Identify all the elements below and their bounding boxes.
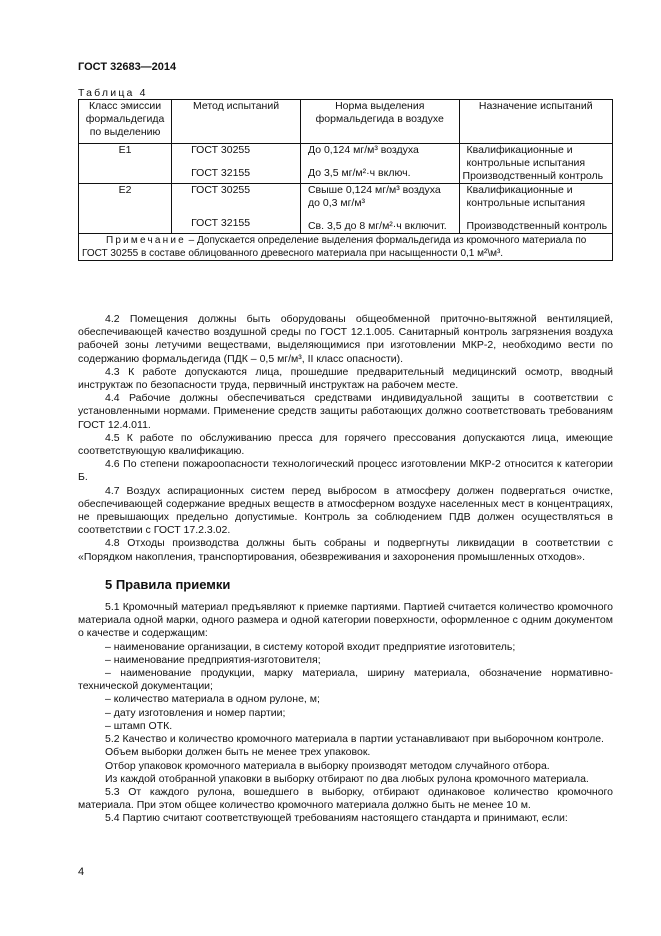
table-header-row [79,100,613,144]
page-number: 4 [78,866,85,878]
paragraph-5-2: 5.2 Качество и количество кромочного материала в партии устанавливают при выборочном контроле. [105,733,604,746]
cell-class: Е1 [79,144,172,184]
paragraph-5-2b: Отбор упаковок кромочного материала в выборку производят методом случайного отбора. [105,759,550,772]
norm-line: Св. 3,5 до 8 мг/м²·ч включит. [307,220,447,232]
paragraph-5-2a: Объем выборки должен быть не менее трех упаковок. [105,746,371,759]
cell-purpose [459,184,612,234]
table-note [79,234,613,261]
col-header-class: Класс эмиссии формальдегида по выделению [79,100,172,144]
paragraph-5-1: 5.1 Кромочный материал предъявляют к приемке партиями. Партией считается количество кромочного материала одной марки, одного размера и одной категории поверхности, оформленное с одним документом о качестве и содержащим: [78,601,613,640]
col-header-purpose: Назначение испытаний [459,100,612,144]
list-item: – штамп ОТК. [105,719,173,732]
cell-norm [300,144,459,184]
purpose-line: Квалификационные и контрольные испытания [466,184,586,209]
purpose-line: Квалификационные и контрольные испытания [466,144,586,169]
paragraph-4-3: 4.3 К работе допускаются лица, прошедшие предварительный медицинский осмотр, вводный инструктаж по безопасности труда, первичный инструктаж на рабочем месте. [78,365,613,392]
table-row [79,184,613,234]
paragraph-4-2: 4.2 Помещения должны быть оборудованы общеобменной приточно-вытяжной вентиляцией, обеспечивающей качество воздушной среды по ГОСТ 12.1.005. Санитарный контроль загрязнения воздуха рабочей зоны летучими веществами, выделяющимися при изготовлении МКР-2, необходимо вести по содержанию формальдегида (ПДК – 0,5 мг/м³, II класс опасности). [78,313,613,365]
note-text: – Допускается определение выделения формальдегида из кромочного материала по ГОСТ 30255 в составе облицованного древесного материала при насыщенности 0,1 м²\м³. [82,235,587,259]
method-line: ГОСТ 30255 [191,144,251,156]
norm-line: До 0,124 мг/м³ воздуха [307,144,419,156]
cell-purpose [459,144,612,184]
col-header-method: Метод испытаний [172,100,301,144]
table-note-row [79,234,613,261]
purpose-line: Производственный контроль [462,170,604,182]
norm-line: До 3,5 мг/м²·ч включ. [307,167,411,179]
paragraph-4-7: 4.7 Воздух аспирационных систем перед выбросом в атмосферу должен подвергаться очистке, обеспечивающей содержание вредных веществ в атмосферном воздухе населенных мест в концентрациях, не превышающих предельно допустимые. Контроль за соблюдением ПДВ должен осуществляться в соответствии с ГОСТ 17.2.3.02. [78,484,613,537]
norm-line: Свыше 0,124 мг/м³ воздуха до 0,3 мг/м³ [307,184,441,209]
col-header-norm: Норма выделения формальдегида в воздухе [300,100,459,144]
list-item: – количество материала в одном рулоне, м; [105,693,320,706]
paragraph-4-6: 4.6 По степени пожароопасности технологический процесс изготовлении МКР-2 относится к категории Б. [78,458,613,484]
list-item: – дату изготовления и номер партии; [105,706,286,719]
paragraph-4-5: 4.5 К работе по обслуживанию пресса для горячего прессования допускаются лица, имеющие соответствующую квалификацию. [78,431,613,458]
document-header: ГОСТ 32683—2014 [78,61,177,73]
method-line: ГОСТ 30255 [191,184,251,196]
cell-norm [300,184,459,234]
body-text [78,313,613,826]
emission-table [78,99,613,261]
method-line: ГОСТ 32155 [191,167,251,179]
paragraph-5-4: 5.4 Партию считают соответствующей требованиям настоящего стандарта и принимают, если: [105,812,568,825]
paragraph-5-2c: Из каждой отобранной упаковки в выборку отбирают по два любых рулона кромочного материала. [105,772,589,785]
paragraph-4-8: 4.8 Отходы производства должны быть собраны и подвергнуты ликвидации в соответствии с «Порядком накопления, транспортирования, обезвреживания и захоронения промышленных отходов». [78,537,613,563]
list-item: – наименование организации, в систему которой входит предприятие изготовитель; [105,640,516,653]
purpose-line: Производственный контроль [466,220,608,232]
cell-class: Е2 [79,184,172,234]
cell-method [172,184,301,234]
cell-method [172,144,301,184]
paragraph-5-3: 5.3 От каждого рулона, вошедшего в выборку, отбирают одинаковое количество кромочного материала. При этом общее количество кромочного материала должно быть не менее 10 м. [78,785,613,812]
note-label: Примечание [106,235,186,246]
table-row [79,144,613,184]
method-line: ГОСТ 32155 [191,217,251,229]
table-caption: Таблица 4 [78,87,148,99]
paragraph-4-4: 4.4 Рабочие должны обеспечиваться средствами индивидуальной защиты в соответствии с установленными нормами. Применение средств защиты работающих должно соответствовать требованиям ГОСТ 12.4.011. [78,392,613,431]
list-item: – наименование предприятия-изготовителя; [105,653,321,666]
section-heading: 5 Правила приемки [105,576,231,592]
list-item: – наименование продукции, марку материала, ширину материала, обозначение нормативно-технической документации; [78,667,613,693]
